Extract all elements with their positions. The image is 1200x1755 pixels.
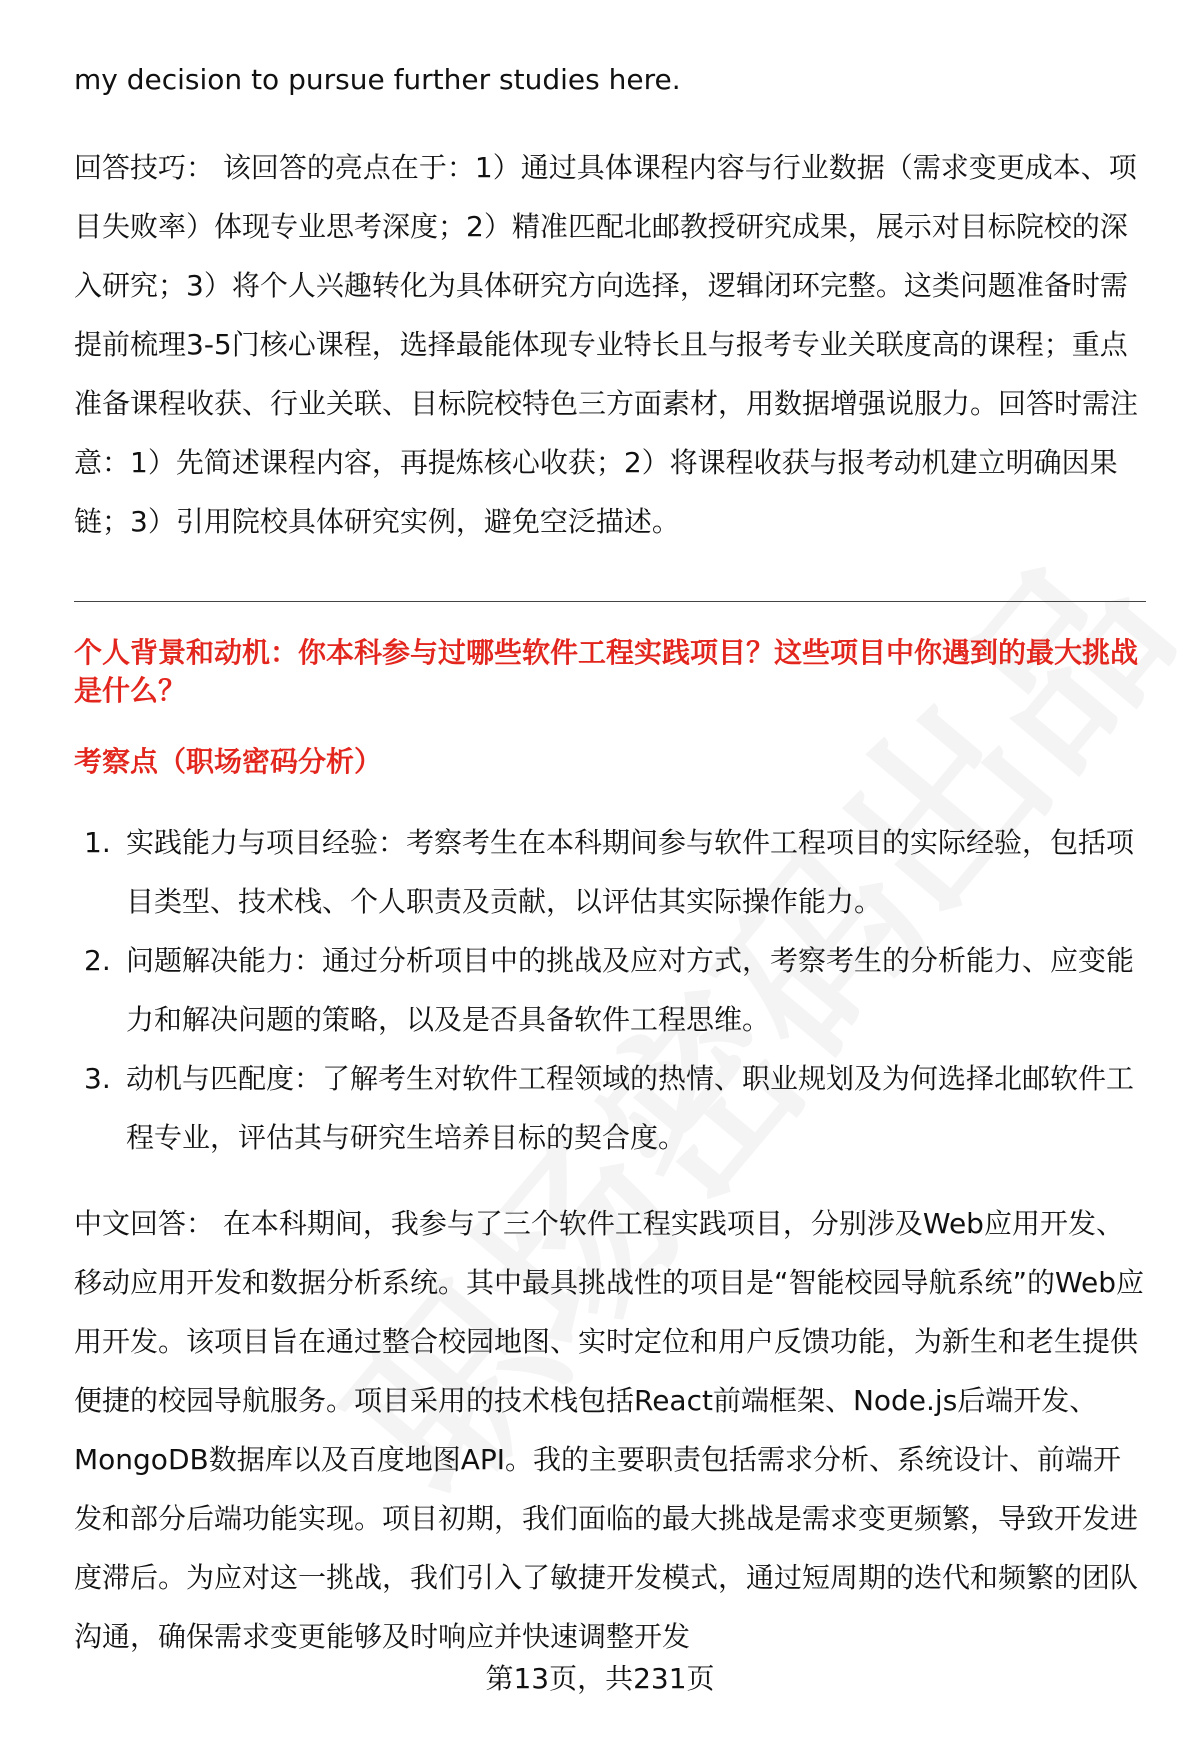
question-heading: 个人背景和动机：你本科参与过哪些软件工程实践项目？这些项目中你遇到的最大挑战是什么？	[74, 636, 1139, 707]
focus-list	[74, 813, 1146, 1167]
answer-tips-paragraph: 回答技巧： 该回答的亮点在于：1）通过具体课程内容与行业数据（需求变更成本、项目失败率）体现专业思考深度；2）精准匹配北邮教授研究成果，展示对目标院校的深入研究；3）将个人兴趣转化为具体研究方向选择，逻辑闭环完整。这类问题准备时需提前梳理3-5门核心课程，选择最能体现专业特长且与报考专业关联度高的课程；重点准备课程收获、行业关联、目标院校特色三方面素材，用数据增强说服力。回答时需注意：1）先简述课程内容，再提炼核心收获；2）将课程收获与报考动机建立明确因果链；3）引用院校具体研究实例，避免空泛描述。	[74, 151, 1139, 538]
chinese-answer-paragraph: 中文回答： 在本科期间，我参与了三个软件工程实践项目，分别涉及Web应用开发、移动应用开发和数据分析系统。其中最具挑战性的项目是“智能校园导航系统”的Web应用开发。该项目旨在通过整合校园地图、实时定位和用户反馈功能，为新生和老生提供便捷的校园导航服务。项目采用的技术栈包括React前端框架、Node.js后端开发、MongoDB数据库以及百度地图API。我的主要职责包括需求分析、系统设计、前端开发和部分后端功能实现。项目初期，我们面临的最大挑战是需求变更频繁，导致开发进度滞后。为应对这一挑战，我们引入了敏捷开发模式，通过短周期的迭代和频繁的团队沟通，确保需求变更能够及时响应并快速调整开发	[74, 1207, 1145, 1653]
focus-heading: 考察点（职场密码分析）	[74, 745, 383, 778]
section-divider	[74, 601, 1146, 602]
list-number: 2.	[84, 944, 111, 977]
intro-tail-text: my decision to pursue further studies here.	[74, 63, 681, 96]
list-item-text: 问题解决能力：通过分析项目中的挑战及应对方式，考察考生的分析能力、应变能力和解决问题的策略，以及是否具备软件工程思维。	[126, 944, 1135, 1036]
list-item-text: 动机与匹配度：了解考生对软件工程领域的热情、职业规划及为何选择北邮软件工程专业，评估其与研究生培养目标的契合度。	[126, 1062, 1135, 1154]
list-number: 1.	[84, 826, 111, 859]
page-footer: 第13页，共231页	[485, 1662, 715, 1695]
list-item-text: 实践能力与项目经验：考察考生在本科期间参与软件工程项目的实际经验，包括项目类型、技术栈、个人职责及贡献，以评估其实际操作能力。	[126, 826, 1135, 918]
focus-list-item	[74, 1049, 1146, 1167]
focus-list-item	[74, 813, 1146, 931]
focus-list-item	[74, 931, 1146, 1049]
list-number: 3.	[84, 1062, 111, 1095]
